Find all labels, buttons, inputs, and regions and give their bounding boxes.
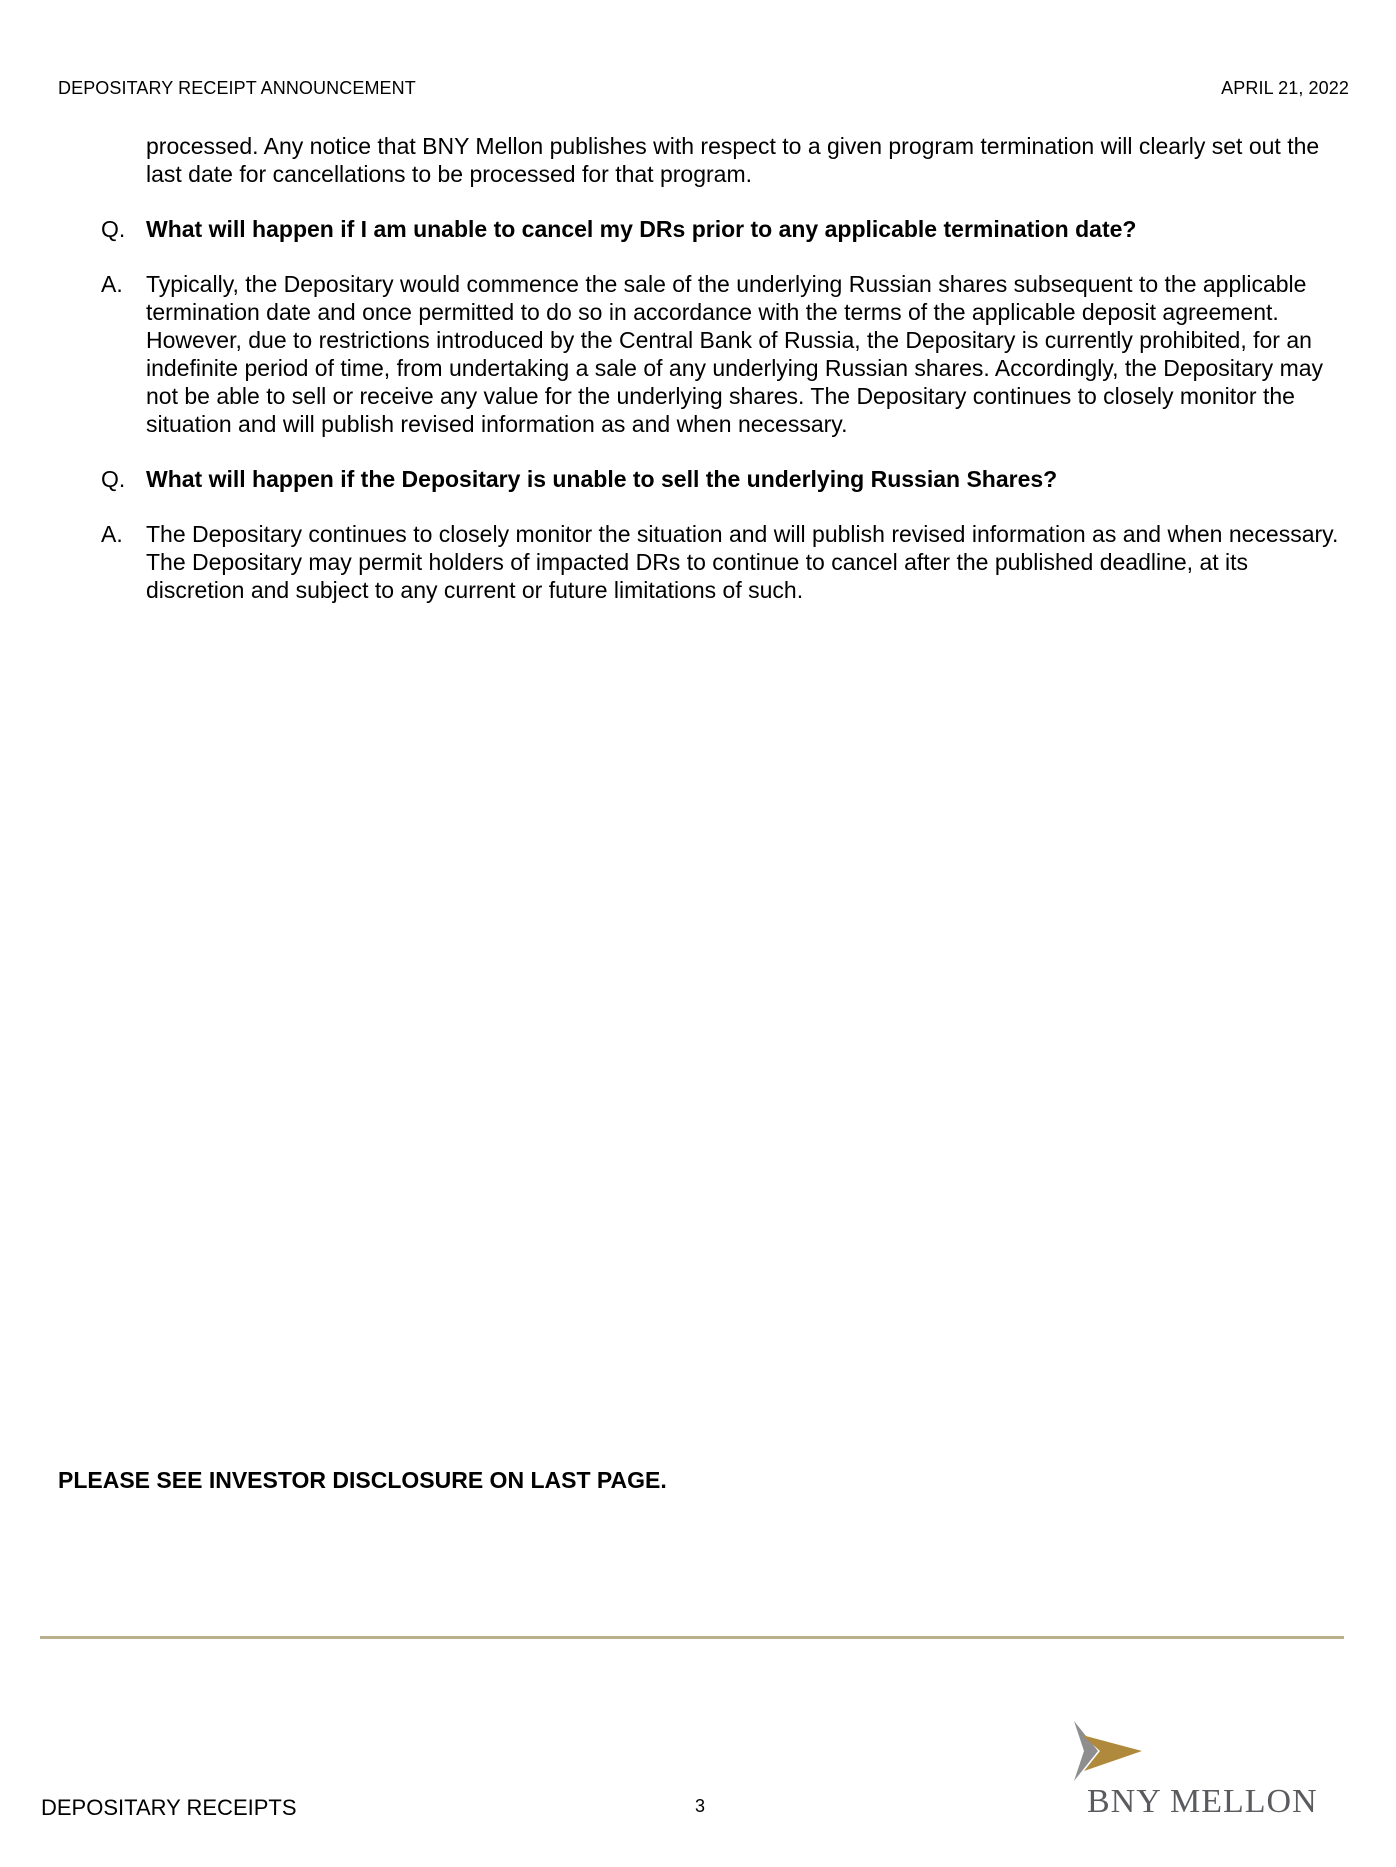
- footer-divider: [40, 1636, 1344, 1639]
- bny-mellon-logo-icon: [1072, 1721, 1152, 1781]
- answer-marker: A.: [101, 521, 123, 547]
- logo-wordmark: BNY MELLON: [1087, 1783, 1318, 1820]
- document-body: [101, 132, 1351, 631]
- question-2: [101, 465, 1351, 493]
- header-left: DEPOSITARY RECEIPT ANNOUNCEMENT: [58, 78, 416, 98]
- footer-label: DEPOSITARY RECEIPTS: [41, 1795, 297, 1820]
- bny-mellon-logo: [1072, 1721, 1318, 1821]
- question-1: [101, 215, 1351, 243]
- investor-disclosure-note: PLEASE SEE INVESTOR DISCLOSURE ON LAST PAGE.: [58, 1467, 667, 1493]
- answer-text: Typically, the Depositary would commence the sale of the underlying Russian shares subsequent to the applicable termination date and once permitted to do so in accordance with the terms of the applicable deposit agreement. However, due to restrictions introduced by the Central Bank of Russia, the Depositary is currently prohibited, for an indefinite period of time, from undertaking a sale of any underlying Russian shares. Accordingly, the Depositary may not be able to sell or receive any value for the underlying shares. The Depositary continues to closely monitor the situation and will publish revised information as and when necessary.: [146, 271, 1324, 437]
- logo-gray-wing: [1074, 1721, 1098, 1781]
- page-number: 3: [695, 1796, 706, 1816]
- continuation-paragraph: [101, 132, 1351, 188]
- question-text: What will happen if the Depositary is unable to sell the underlying Russian Shares?: [146, 466, 1058, 492]
- question-text: What will happen if I am unable to cancel my DRs prior to any applicable termination date?: [146, 216, 1137, 242]
- continuation-text: processed. Any notice that BNY Mellon publishes with respect to a given program termination will clearly set out the last date for cancellations to be processed for that program.: [146, 133, 1320, 187]
- question-marker: Q.: [101, 216, 126, 242]
- question-marker: Q.: [101, 466, 126, 492]
- answer-marker: A.: [101, 271, 123, 297]
- answer-2: [101, 520, 1351, 604]
- answer-1: [101, 270, 1351, 438]
- answer-text: The Depositary continues to closely monitor the situation and will publish revised information as and when necessary. The Depositary may permit holders of impacted DRs to continue to cancel after the published deadline, at its discretion and subject to any current or future limitations of such.: [146, 521, 1339, 603]
- header-date: APRIL 21, 2022: [1221, 78, 1349, 98]
